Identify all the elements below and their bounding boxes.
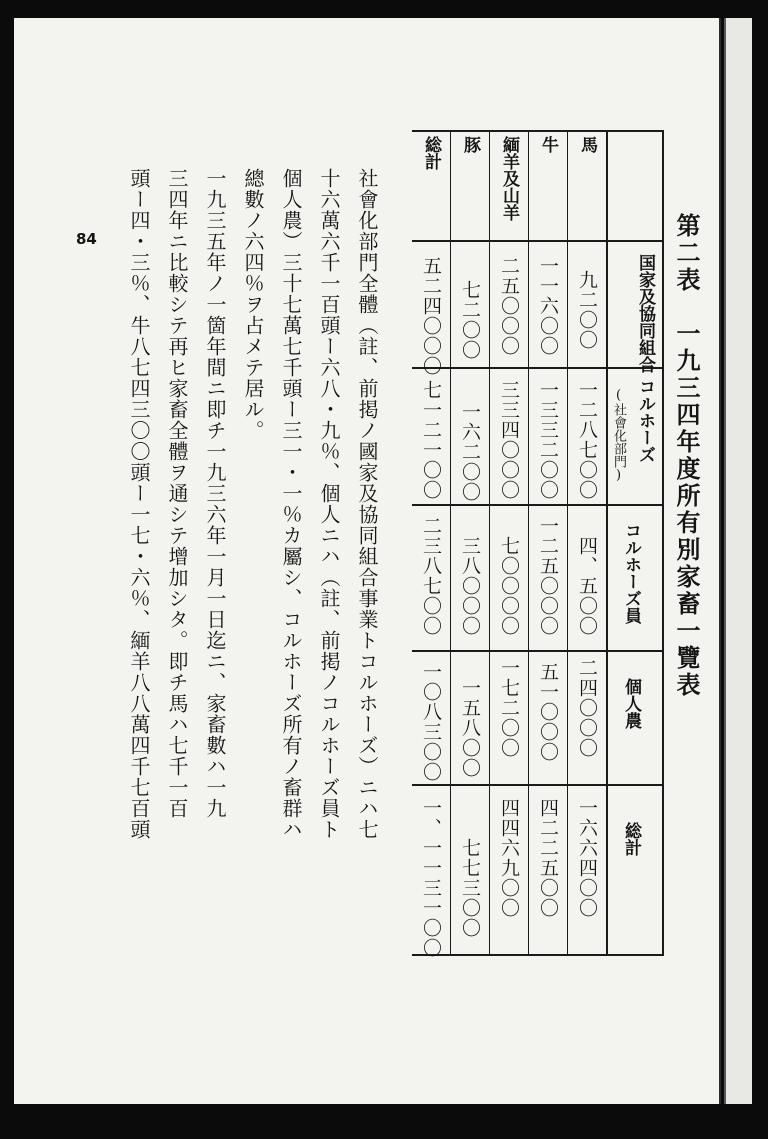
table-cell: 二三八七〇〇 [420,516,442,636]
page-number: 84 [76,230,97,248]
column-header: 緬羊及山羊 [499,136,519,221]
table-cell: 一、一一三一〇〇 [420,798,442,958]
body-text-line: 三四年ニ比較シテ再ヒ家畜全體ヲ通シテ增加シタ。即チ馬ハ七千一百 [165,168,189,819]
body-text-line: 社會化部門全體（註、前掲ノ國家及協同組合事業トコルホーズ）ニハ七 [355,168,379,840]
column-header: 豚 [460,136,480,153]
table-cell: 一七二〇〇 [498,658,520,758]
livestock-table [412,130,664,956]
table-cell: 一〇八三〇〇 [420,662,442,782]
book-page [14,18,721,1104]
table-cell: 一二五〇〇〇 [537,516,559,636]
row-header-kolkhoz-member: コルホーズ員 [621,522,641,624]
table-cell: 一二八七〇〇 [576,380,598,500]
table-cell: 四二二五〇〇 [537,798,559,918]
table-cell: 七〇〇〇〇 [498,536,520,636]
row-header-kolkhoz-sub: (社會化部門) [611,388,626,483]
table-cell: 四、五〇〇 [576,536,598,636]
table-title: 第二表 一九三四年度所有別家畜一覽表 [672,213,701,699]
body-text-line: 頭ー四・三％、牛八七四三〇〇頭ー一七・六％、緬羊八八萬四千七百頭 [127,168,151,840]
table-cell: 一六六四〇〇 [576,798,598,918]
column-header: 馬 [577,136,597,153]
row-header-kolkhoz: コルホーズ [635,378,655,463]
table-cell: 三三四〇〇〇 [498,380,520,500]
body-text-line: 總數ノ六四％ヲ占メテ居ル。 [241,168,265,441]
body-text-line: 個人農）三十七萬七千頭ー三一・一％カ屬シ、コルホーズ所有ノ畜群ハ [279,168,303,840]
table-cell: 一五八〇〇 [459,678,481,778]
adjacent-page-edge [724,18,752,1104]
table-cell: 五二四〇〇〇 [420,256,442,376]
column-header: 総計 [421,136,441,170]
table-cell: 四四六九〇〇 [498,798,520,918]
table-cell: 三八〇〇〇 [459,536,481,636]
row-header-individual: 個人農 [621,678,641,729]
table-cell: 一一六〇〇 [537,256,559,356]
table-cell: 九二〇〇 [576,270,598,350]
table-cell: 二四〇〇〇 [576,658,598,758]
row-header-state: 国家及協同組合 [635,254,655,373]
table-cell: 五一〇〇〇 [537,662,559,762]
table-cell: 二五〇〇〇 [498,256,520,356]
row-header-total: 総計 [621,822,641,856]
table-cell: 七二〇〇 [459,280,481,360]
table-cell: 七七三〇〇 [459,838,481,938]
column-header: 牛 [538,136,558,153]
table-cell: 一六二〇〇 [459,402,481,502]
table-cell: 七一二一〇〇 [420,380,442,500]
body-text-line: 一九三五年ノ一箇年間ニ即チ一九三六年一月一日迄ニ、家畜數ハ一九 [203,168,227,819]
table-cell: 一三三二〇〇 [537,380,559,500]
body-text-line: 十六萬六千一百頭ー六八・九％、個人ニハ（註、前掲ノコルホーズ員ト [317,168,341,840]
